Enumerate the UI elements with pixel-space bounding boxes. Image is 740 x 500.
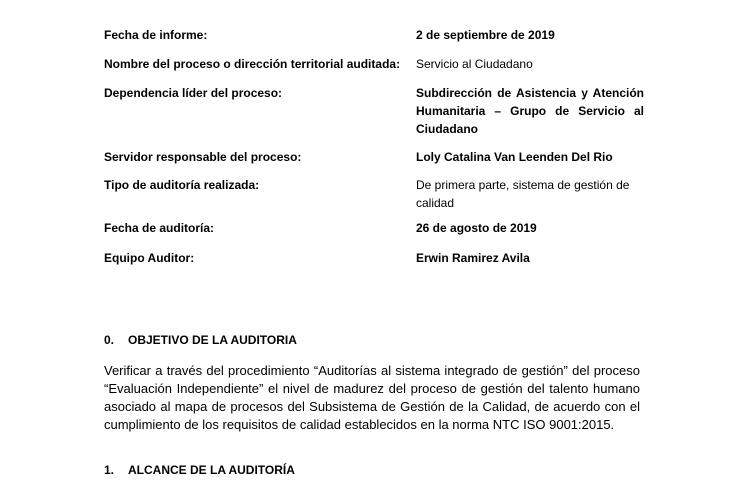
field-label: Fecha de informe: [104,28,208,42]
field-label: Dependencia líder del proceso: [104,86,283,100]
field-label: Equipo Auditor: [104,251,195,265]
field-value: Servicio al Ciudadano [416,57,533,71]
section-number: 1. [104,463,115,477]
section-title: ALCANCE DE LA AUDITORÍA [128,463,295,477]
field-value: De primera parte, sistema de gestión de calidad [416,178,630,210]
section-heading-scope [104,461,295,479]
field-value: Loly Catalina Van Leenden Del Rio [416,150,613,164]
field-label: Servidor responsable del proceso: [104,150,302,164]
section-body-objective: Verificar a través del procedimiento “Auditorías al sistema integrado de gestión” del proceso “Evaluación Independiente” el nivel de madurez del proceso de gestión del talento humano asociado al mapa de procesos del Subsistema de Gestión de la Calidad, de acuerdo con el cumplimiento de los requisitos de calidad establecidos en la norma NTC ISO 9001:2015. [104,363,640,432]
section-title: OBJETIVO DE LA AUDITORIA [128,333,297,347]
field-label: Tipo de auditoría realizada: [104,178,260,192]
field-value: Erwin Ramirez Avila [416,251,530,265]
section-number: 0. [104,333,115,347]
field-value: 26 de agosto de 2019 [416,221,537,235]
section-heading-objective [104,331,297,349]
field-label: Nombre del proceso o dirección territorial auditada: [104,57,401,71]
field-value: Subdirección de Asistencia y Atención Humanitaria – Grupo de Servicio al Ciudadano [416,86,644,136]
field-value: 2 de septiembre de 2019 [416,28,555,42]
field-label: Fecha de auditoría: [104,221,215,235]
